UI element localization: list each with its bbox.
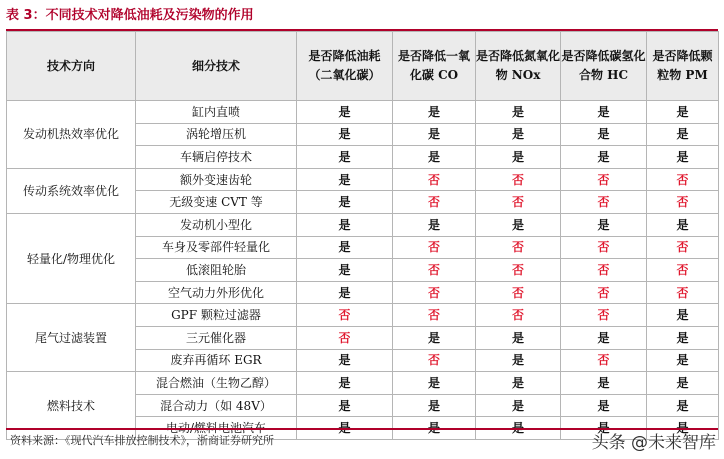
value-cell: 是: [561, 123, 647, 146]
sub-tech-cell: 车身及零部件轻量化: [136, 236, 297, 259]
sub-tech-cell: 无级变速 CVT 等: [136, 191, 297, 214]
value-cell: 是: [393, 372, 476, 395]
value-cell: 是: [297, 281, 393, 304]
value-cell: 否: [476, 304, 561, 327]
value-cell: 否: [476, 236, 561, 259]
value-cell: 否: [393, 236, 476, 259]
value-cell: 是: [393, 213, 476, 236]
sub-tech-cell: 涡轮增压机: [136, 123, 297, 146]
table-body: [7, 101, 719, 440]
sub-tech-cell: 空气动力外形优化: [136, 281, 297, 304]
value-cell: 是: [297, 123, 393, 146]
value-cell: 否: [393, 349, 476, 372]
sub-tech-cell: 混合燃油（生物乙醇）: [136, 372, 297, 395]
value-cell: 是: [476, 372, 561, 395]
header-fuel-co2: 是否降低油耗（二氧化碳）: [297, 32, 393, 101]
value-cell: 是: [647, 372, 719, 395]
value-cell: 否: [476, 191, 561, 214]
sub-tech-cell: 混合动力（如 48V）: [136, 394, 297, 417]
tech-effect-table: [6, 31, 719, 440]
table-row: [7, 304, 719, 327]
value-cell: 否: [393, 281, 476, 304]
table-row: [7, 101, 719, 124]
value-cell: 是: [647, 394, 719, 417]
value-cell: 是: [647, 123, 719, 146]
value-cell: 是: [561, 146, 647, 169]
group-cell: 燃料技术: [7, 372, 136, 440]
value-cell: 否: [647, 281, 719, 304]
value-cell: 否: [561, 281, 647, 304]
value-cell: 是: [476, 101, 561, 124]
value-cell: 否: [393, 168, 476, 191]
sub-tech-cell: 三元催化器: [136, 326, 297, 349]
value-cell: 否: [561, 349, 647, 372]
value-cell: 否: [393, 259, 476, 282]
value-cell: 是: [647, 146, 719, 169]
value-cell: 是: [297, 372, 393, 395]
value-cell: 是: [647, 304, 719, 327]
value-cell: 是: [297, 146, 393, 169]
value-cell: 否: [561, 259, 647, 282]
value-cell: 是: [393, 394, 476, 417]
value-cell: 是: [476, 326, 561, 349]
value-cell: 否: [561, 168, 647, 191]
value-cell: 是: [561, 213, 647, 236]
value-cell: 是: [297, 394, 393, 417]
value-cell: 是: [561, 394, 647, 417]
value-cell: 否: [393, 191, 476, 214]
value-cell: 否: [647, 191, 719, 214]
value-cell: 否: [561, 191, 647, 214]
header-hc: 是否降低碳氢化合物 HC: [561, 32, 647, 101]
sub-tech-cell: 缸内直喷: [136, 101, 297, 124]
value-cell: 是: [393, 146, 476, 169]
header-sub-tech: 细分技术: [136, 32, 297, 101]
value-cell: 是: [561, 101, 647, 124]
value-cell: 是: [476, 146, 561, 169]
sub-tech-cell: 车辆启停技术: [136, 146, 297, 169]
value-cell: 是: [297, 259, 393, 282]
table-row: [7, 168, 719, 191]
header-pm: 是否降低颗粒物 PM: [647, 32, 719, 101]
value-cell: 是: [297, 349, 393, 372]
value-cell: 否: [297, 304, 393, 327]
value-cell: 否: [476, 259, 561, 282]
group-cell: 传动系统效率优化: [7, 168, 136, 213]
value-cell: 是: [647, 326, 719, 349]
value-cell: 是: [297, 101, 393, 124]
sub-tech-cell: 额外变速齿轮: [136, 168, 297, 191]
value-cell: 否: [561, 304, 647, 327]
value-cell: 否: [297, 326, 393, 349]
value-cell: 是: [297, 213, 393, 236]
group-cell: 轻量化/物理优化: [7, 213, 136, 303]
value-cell: 是: [393, 326, 476, 349]
value-cell: 是: [476, 394, 561, 417]
value-cell: 是: [393, 123, 476, 146]
value-cell: 否: [647, 168, 719, 191]
group-cell: 发动机热效率优化: [7, 101, 136, 169]
source-note: 资料来源：《现代汽车排放控制技术》，浙商证券研究所: [10, 434, 274, 447]
header-row: [7, 32, 719, 101]
value-cell: 是: [297, 236, 393, 259]
value-cell: 是: [476, 213, 561, 236]
value-cell: 否: [476, 281, 561, 304]
value-cell: 是: [297, 168, 393, 191]
value-cell: 是: [561, 326, 647, 349]
table-title: 表 3：不同技术对降低油耗及污染物的作用: [6, 8, 254, 23]
value-cell: 否: [561, 236, 647, 259]
table-row: [7, 372, 719, 395]
value-cell: 否: [647, 236, 719, 259]
sub-tech-cell: GPF 颗粒过滤器: [136, 304, 297, 327]
watermark: [592, 428, 716, 453]
value-cell: 是: [647, 213, 719, 236]
value-cell: 是: [476, 349, 561, 372]
sub-tech-cell: 发动机小型化: [136, 213, 297, 236]
header-direction: 技术方向: [7, 32, 136, 101]
value-cell: 是: [647, 101, 719, 124]
sub-tech-cell: 低滚阻轮胎: [136, 259, 297, 282]
value-cell: 是: [647, 349, 719, 372]
value-cell: 否: [647, 259, 719, 282]
value-cell: 是: [297, 191, 393, 214]
group-cell: 尾气过滤装置: [7, 304, 136, 372]
value-cell: 是: [393, 101, 476, 124]
value-cell: 是: [476, 123, 561, 146]
table-row: [7, 213, 719, 236]
value-cell: 否: [476, 168, 561, 191]
header-co: 是否降低一氧化碳 CO: [393, 32, 476, 101]
header-nox: 是否降低氮氧化物 NOx: [476, 32, 561, 101]
value-cell: 是: [561, 372, 647, 395]
sub-tech-cell: 废弃再循环 EGR: [136, 349, 297, 372]
watermark-text: 头条 @未来智库: [591, 433, 716, 453]
value-cell: 否: [393, 304, 476, 327]
